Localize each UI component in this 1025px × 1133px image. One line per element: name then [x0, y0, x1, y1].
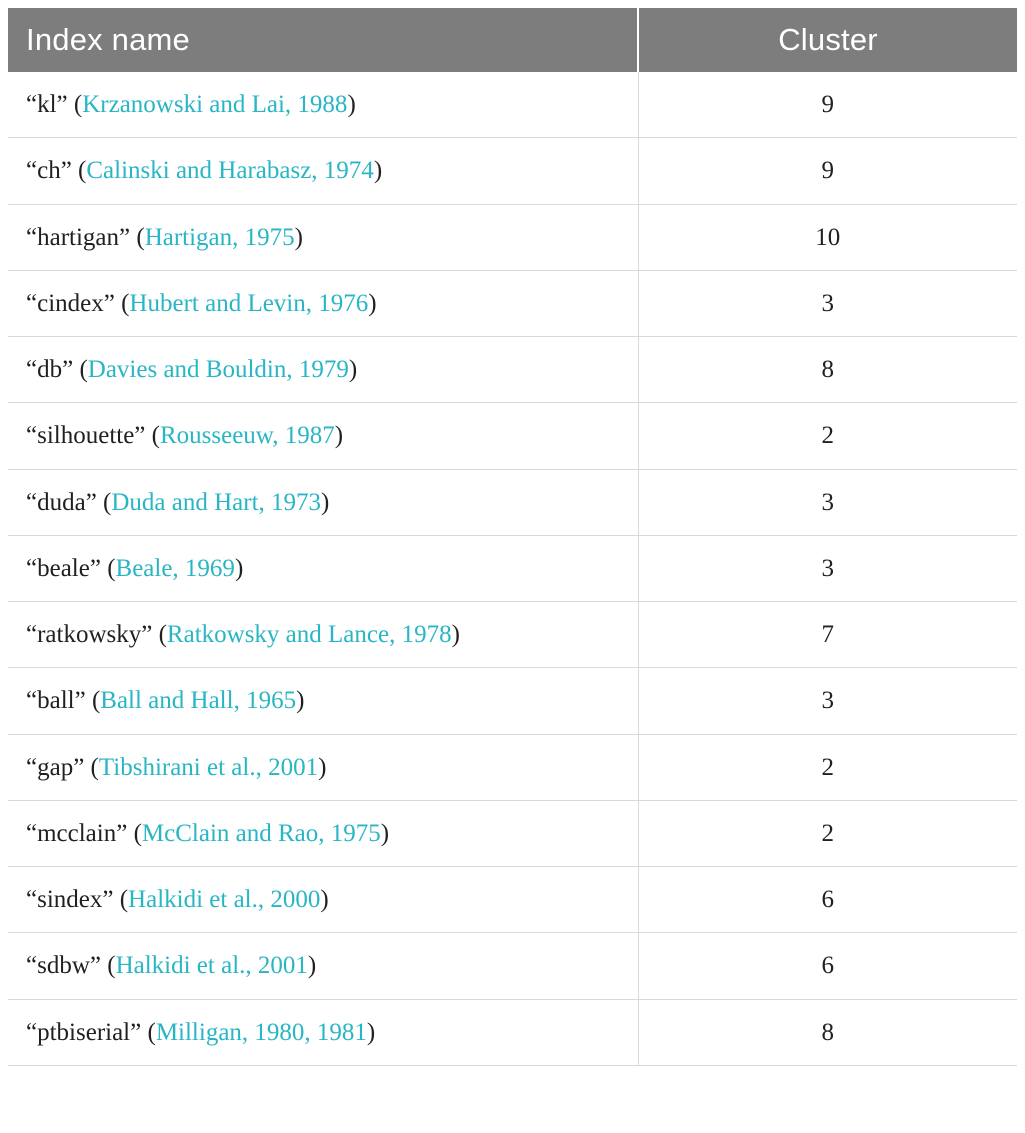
citation-link[interactable]: Davies and Bouldin, 1979: [87, 356, 349, 383]
cluster-value-cell: 7: [638, 602, 1017, 668]
index-name-cell: “silhouette” (Rousseeuw, 1987): [8, 403, 638, 469]
table-row: [8, 800, 1017, 866]
index-name-cell: “duda” (Duda and Hart, 1973): [8, 469, 638, 535]
index-name-cell: “ball” (Ball and Hall, 1965): [8, 668, 638, 734]
cluster-value-cell: 10: [638, 204, 1017, 270]
cluster-value-cell: 8: [638, 999, 1017, 1065]
index-name-cell: “hartigan” (Hartigan, 1975): [8, 204, 638, 270]
index-name-label: “cindex”: [26, 289, 115, 317]
table-row: [8, 403, 1017, 469]
table-row: [8, 734, 1017, 800]
cluster-value-cell: 9: [638, 138, 1017, 204]
citation-link[interactable]: Hartigan, 1975: [144, 223, 295, 251]
cluster-value-cell: 2: [638, 403, 1017, 469]
table-row: [8, 933, 1017, 999]
index-name-label: “ch”: [26, 157, 72, 185]
citation-link[interactable]: Halkidi et al., 2000: [128, 886, 321, 913]
index-name-label: “sdbw”: [26, 952, 101, 980]
table-row: [8, 204, 1017, 270]
citation-link[interactable]: McClain and Rao, 1975: [141, 819, 381, 847]
index-name-label: “ptbiserial”: [26, 1018, 142, 1046]
cluster-value-cell: 3: [638, 270, 1017, 336]
index-name-cell: “ratkowsky” (Ratkowsky and Lance, 1978): [8, 602, 638, 668]
table-row: [8, 535, 1017, 601]
index-name-cell: “mcclain” (McClain and Rao, 1975): [8, 800, 638, 866]
cluster-value-cell: 9: [638, 72, 1017, 138]
citation-link[interactable]: Hubert and Levin, 1976: [129, 289, 369, 317]
column-header-index-name: Index name: [8, 8, 638, 72]
table-row: [8, 72, 1017, 138]
citation-link[interactable]: Tibshirani et al., 2001: [98, 753, 319, 781]
index-name-label: “kl”: [26, 91, 68, 118]
cluster-value-cell: 3: [638, 469, 1017, 535]
index-name-label: “hartigan”: [26, 223, 131, 251]
cluster-value-cell: 3: [638, 535, 1017, 601]
index-name-label: “sindex”: [26, 886, 114, 913]
table-header: [8, 8, 1017, 72]
citation-link[interactable]: Milligan, 1980, 1981: [155, 1018, 367, 1046]
cluster-value-cell: 6: [638, 867, 1017, 933]
index-name-label: “duda”: [26, 488, 97, 516]
table-row: [8, 138, 1017, 204]
cluster-value-cell: 8: [638, 337, 1017, 403]
citation-link[interactable]: Rousseeuw, 1987: [159, 422, 335, 450]
table-row: [8, 469, 1017, 535]
column-header-cluster: Cluster: [638, 8, 1017, 72]
citation-link[interactable]: Beale, 1969: [115, 554, 235, 582]
table-row: [8, 270, 1017, 336]
cluster-value-cell: 6: [638, 933, 1017, 999]
index-name-label: “ratkowsky”: [26, 621, 153, 648]
index-name-cell: “sindex” (Halkidi et al., 2000): [8, 867, 638, 933]
index-name-label: “silhouette”: [26, 422, 146, 450]
index-name-cell: “ch” (Calinski and Harabasz, 1974): [8, 138, 638, 204]
table-row: [8, 999, 1017, 1065]
cluster-value-cell: 3: [638, 668, 1017, 734]
table-row: [8, 668, 1017, 734]
index-name-cell: “gap” (Tibshirani et al., 2001): [8, 734, 638, 800]
citation-link[interactable]: Halkidi et al., 2001: [115, 952, 308, 980]
cluster-index-table: [8, 8, 1017, 1066]
index-name-cell: “db” (Davies and Bouldin, 1979): [8, 337, 638, 403]
citation-link[interactable]: Ball and Hall, 1965: [100, 687, 297, 715]
index-name-cell: “ptbiserial” (Milligan, 1980, 1981): [8, 999, 638, 1065]
citation-link[interactable]: Krzanowski and Lai, 1988: [82, 91, 348, 118]
index-name-label: “ball”: [26, 687, 86, 715]
citation-link[interactable]: Calinski and Harabasz, 1974: [86, 157, 374, 185]
table-body: [8, 72, 1017, 1065]
index-name-cell: “cindex” (Hubert and Levin, 1976): [8, 270, 638, 336]
index-name-label: “beale”: [26, 554, 101, 582]
table-row: [8, 337, 1017, 403]
index-name-label: “gap”: [26, 753, 85, 781]
citation-link[interactable]: Ratkowsky and Lance, 1978: [166, 621, 452, 648]
cluster-value-cell: 2: [638, 734, 1017, 800]
index-name-cell: “sdbw” (Halkidi et al., 2001): [8, 933, 638, 999]
table-row: [8, 867, 1017, 933]
index-name-label: “db”: [26, 356, 74, 383]
citation-link[interactable]: Duda and Hart, 1973: [111, 488, 322, 516]
index-name-cell: “beale” (Beale, 1969): [8, 535, 638, 601]
table-row: [8, 602, 1017, 668]
index-name-label: “mcclain”: [26, 819, 128, 847]
table-header-row: [8, 8, 1017, 72]
index-name-cell: “kl” (Krzanowski and Lai, 1988): [8, 72, 638, 138]
cluster-value-cell: 2: [638, 800, 1017, 866]
